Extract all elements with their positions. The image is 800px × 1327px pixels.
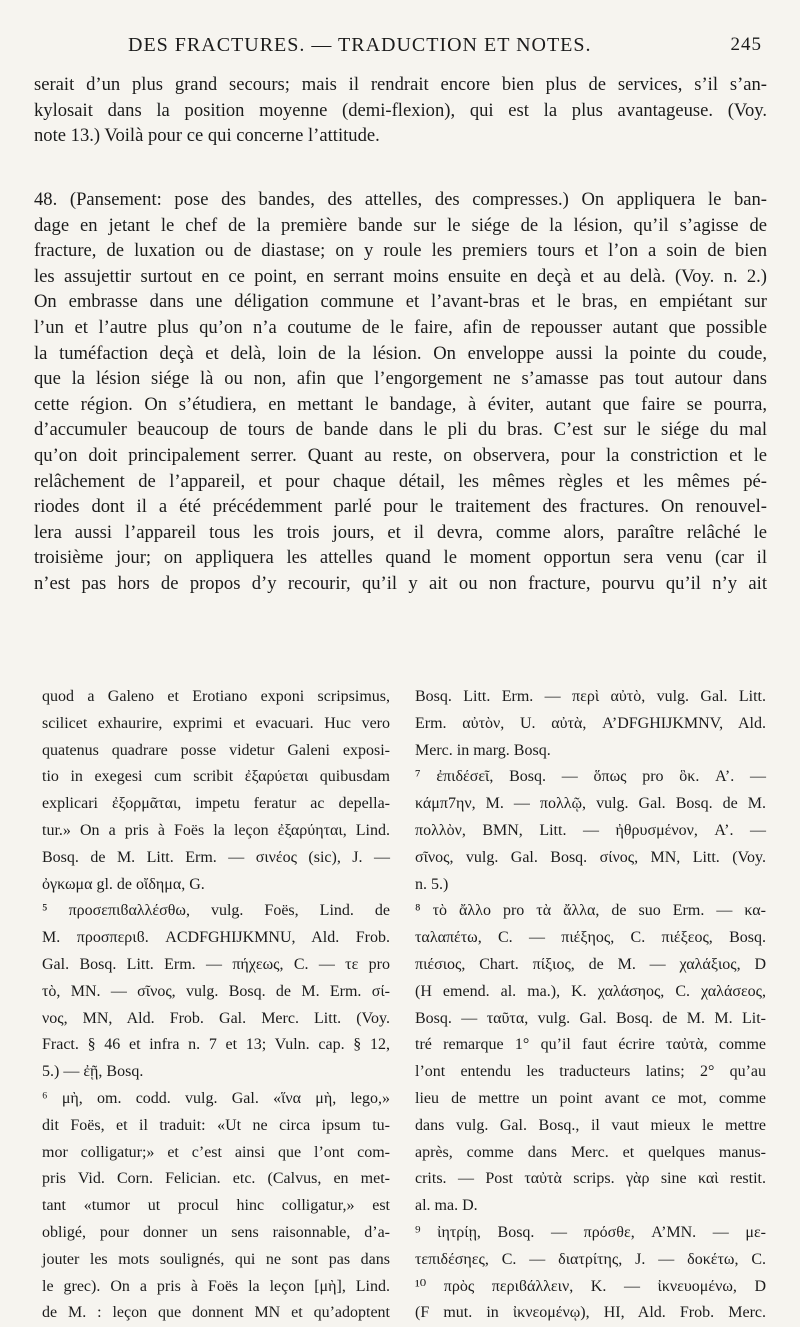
footnote-line: crits. — Post ταὐτὰ scrips. γὰρ sine καὶ restit. [415, 1170, 766, 1188]
footnote-line: πιέσιος, Chart. πίξιος, de M. — χαλάξιος, D [415, 955, 766, 973]
footnotes-right-column [415, 684, 766, 1327]
footnote-line: ⁶ μὴ, om. codd. vulg. Gal. «ἵνα μὴ, lego,» [42, 1089, 390, 1107]
footnote-line: ταλαπέτω, C. — πιέξηος, C. πιέξεος, Bosq. [415, 929, 766, 947]
text-line: note 13.) Voilà pour ce qui concerne l’attitude. [34, 125, 380, 147]
text-line: serait d’un plus grand secours; mais il rendrait encore bien plus de services, s’il s’an- [34, 74, 767, 95]
footnote-line: quod a Galeno et Erotiano exponi scripsimus, [42, 688, 390, 705]
footnote-line: tré remarque 1° qu’il faut écrire ταὐτὰ, comme [415, 1036, 766, 1054]
text-line: d’accumuler beaucoup de tours de bande dans le pli du bras. C’est sur le siége du mal [34, 419, 767, 441]
text-line: riodes dont il a été précédemment parlé pour le traitement des fractures. On renouvel- [34, 496, 767, 518]
text-line: troisième jour; on appliquera les attelles quand le moment opportun sera venu (car il [34, 547, 767, 569]
text-line: lera aussi l’appareil tous les trois jours, et il devra, comme alors, paraître relâché le [34, 521, 767, 543]
footnote-line: dans vulg. Gal. Bosq., il vaut mieux le mettre [415, 1116, 766, 1134]
text-line: dage en jetant le chef de la première bande sur le siége de la lésion, qu’il s’agisse de [34, 214, 767, 236]
footnote-line: dit Foës, et il traduit: «Ut ne circa ipsum tu- [42, 1116, 390, 1134]
footnote-line: ⁷ ἐπιδέσεῖ, Bosq. — ὅπως pro ὃκ. A’. — [415, 768, 766, 786]
footnote-line: jouter les mots soulignés, qui ne sont pas dans [42, 1250, 390, 1268]
footnote-line: 5.) — ἐῇ, Bosq. [42, 1063, 144, 1081]
footnote-line: tur.» On a pris à Foës la leçon ἐξαρύηται, Lind. [42, 821, 390, 839]
footnote-line: (H emend. al. ma.), K. χαλάσηος, C. χαλάσεος, [415, 982, 766, 1000]
footnote-line: après, comme dans Merc. et quelques manus- [415, 1143, 766, 1161]
footnote-line: tant «tumor ut procul hinc colligatur,» est [42, 1197, 390, 1215]
footnote-line: scilicet exhaurire, exprimi et evacuari. Huc vero [42, 714, 390, 732]
text-line: les assujettir surtout en ce point, en serrant moins ensuite en deçà et au delà. (Voy. n. 2.) [34, 265, 767, 287]
text-line: cette région. On s’étudiera, en mettant le bandage, à éviter, autant que faire se pourra, [34, 393, 767, 415]
section-48-paragraph [34, 187, 767, 597]
footnote-line: Gal. Bosq. Litt. Erm. — πήχεως, C. — τε pro [42, 955, 390, 973]
footnote-line: Erm. αὐτὸν, U. αὐτὰ, A’DFGHIJKMNV, Ald. [415, 714, 766, 732]
main-text-continuation [34, 72, 767, 149]
footnote-line: explicari ἐξορμᾶται, impetu feratur ac depella- [42, 795, 390, 813]
running-title: DES FRACTURES. — TRADUCTION ET NOTES. [128, 34, 592, 56]
footnotes-left-column [42, 684, 390, 1327]
footnote-line: l’ont entendu les traducteurs latins; 2° qu’au [415, 1063, 766, 1081]
text-line: relâchement de l’appareil, et pour chaque détail, les mêmes règles et les mêmes pé- [34, 470, 767, 492]
text-line: kylosait dans la position moyenne (demi-flexion), qui est la plus avantageuse. (Voy. [34, 99, 767, 121]
text-line: 48. (Pansement: pose des bandes, des attelles, des compresses.) On appliquera le ban- [34, 189, 767, 210]
footnote-line: lieu de mettre un point avant ce mot, comme [415, 1089, 766, 1107]
text-line: qu’on doit principalement serrer. Quant au reste, on observera, pour la constriction et le [34, 444, 767, 466]
footnote-line: ⁸ τὸ ἄλλο pro τὰ ἄλλα, de suo Erm. — κα- [415, 902, 766, 920]
footnote-line: al. ma. D. [415, 1197, 478, 1215]
footnote-line: ¹⁰ πρὸς περιϐάλλειν, K. — ἰκνευομένω, D [415, 1277, 766, 1295]
text-line: On embrasse dans une déligation commune et l’avant-bras et le bras, en empiétant sur [34, 291, 767, 313]
text-line: n’est pas hors de propos d’y recourir, qu’il y ait ou non fracture, pourvu qu’il n’y ait [34, 572, 767, 594]
footnote-line: mor colligatur;» et c’est ainsi que l’ont com- [42, 1143, 390, 1161]
footnote-line: pris Vid. Corn. Felician. etc. (Calvus, en met- [42, 1170, 390, 1188]
footnote-line: ⁵ προσεπιϐαλλέσθω, vulg. Foës, Lind. de [42, 902, 390, 920]
text-line: la tuméfaction deçà et delà, loin de la lésion. On enveloppe aussi la pointe du coude, [34, 342, 767, 364]
footnote-line: Bosq. — ταῦτα, vulg. Gal. Bosq. de M. M. Lit- [415, 1009, 766, 1027]
text-line: fracture, de luxation ou de diastase; on y roule les premiers tours et l’on a soin de bien [34, 240, 767, 262]
footnote-line: Fract. § 46 et infra n. 7 et 13; Vuln. cap. § 12, [42, 1036, 390, 1054]
footnote-line: de M. : leçon que donnent MN et qu’adoptent [42, 1304, 390, 1322]
footnote-line: τὸ, MN. — σῖνος, vulg. Bosq. de M. Erm. σί- [42, 982, 390, 1000]
footnote-line: ὀγκωμα gl. de οἴδημα, G. [42, 875, 205, 893]
footnote-line: M. προσπεριϐ. ACDFGHIJKMNU, Ald. Frob. [42, 929, 390, 947]
footnote-line: (F mut. in ἰκνεομένῳ), HI, Ald. Frob. Merc. [415, 1304, 766, 1322]
text-line: l’un et l’autre plus qu’on n’a coutume de le faire, afin de repousser autant que possible [34, 316, 767, 338]
footnote-line: Bosq. de M. Litt. Erm. — σινέος (sic), J. — [42, 848, 390, 866]
running-head [128, 30, 762, 60]
footnote-line: n. 5.) [415, 875, 449, 893]
footnote-line: πολλὸν, BMN, Litt. — ἠθρυσμένον, A’. — [415, 821, 766, 839]
footnote-line: tio in exegesi cum scribit ἐξαρύεται quibusdam [42, 768, 390, 786]
footnote-line: σῖνος, vulg. Gal. Bosq. σίνος, MN, Litt. (Voy. [415, 848, 766, 866]
footnote-line: Bosq. Litt. Erm. — περὶ αὐτὸ, vulg. Gal. Litt. [415, 688, 766, 705]
footnote-line: νος, MN, Ald. Frob. Gal. Merc. Litt. (Voy. [42, 1009, 390, 1027]
page-number: 245 [730, 34, 762, 55]
footnote-line: quatenus quadrare posse videtur Galeni exposi- [42, 741, 390, 759]
text-line: que la lésion siége là ou non, afin que l’engorgement ne s’amasse pas tout autour dans [34, 368, 767, 390]
footnote-line: τεπιδέσηες, C. — διατρίτης, J. — δοκέτω, C. [415, 1250, 766, 1268]
footnote-line: Merc. in marg. Bosq. [415, 741, 551, 759]
footnote-line: κάμπ7ην, M. — πολλῷ, vulg. Gal. Bosq. de M. [415, 795, 766, 813]
footnote-line: obligé, pour donner un sens raisonnable, d’a- [42, 1223, 390, 1241]
footnote-line: le grec). On a pris à Foës la leçon [μὴ], Lind. [42, 1277, 390, 1295]
footnote-line: ⁹ ἰητρίῃ, Bosq. — πρόσθε, A’MN. — με- [415, 1223, 766, 1241]
